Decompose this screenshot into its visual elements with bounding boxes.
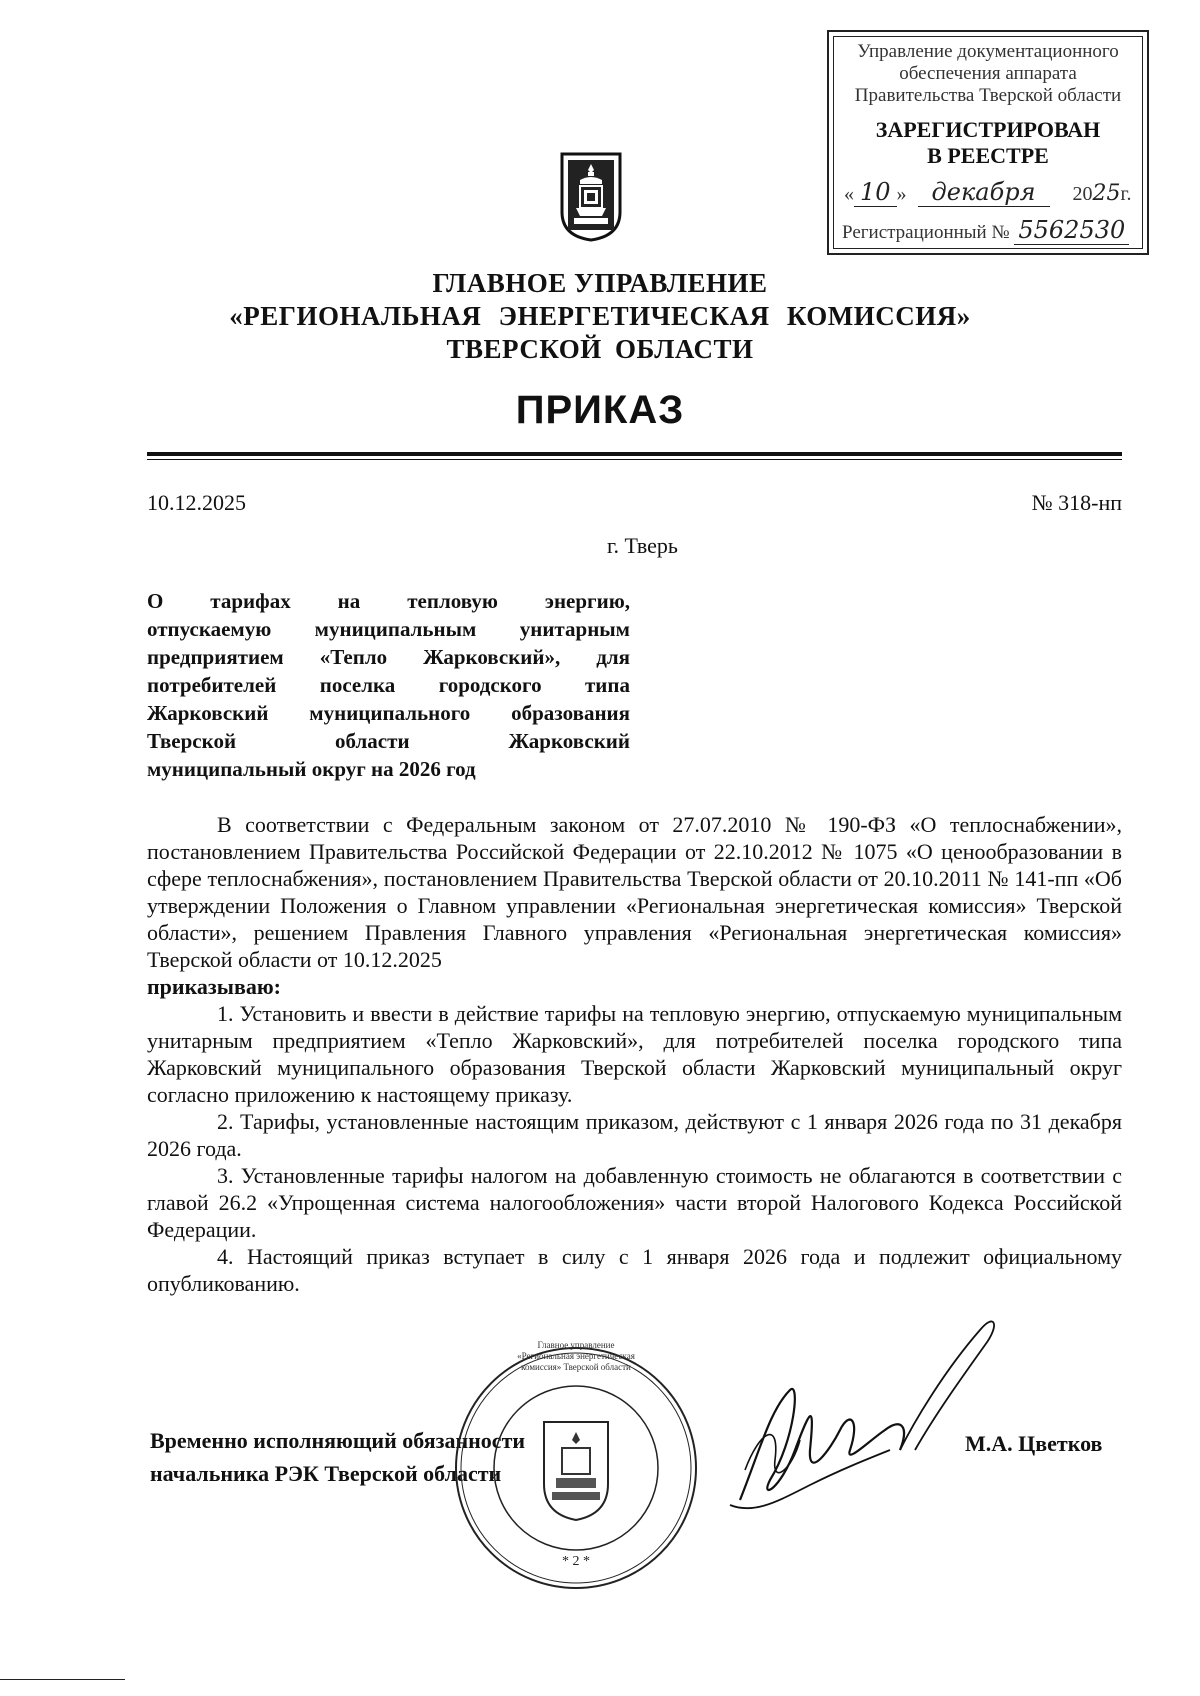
reg-number-value: 5562530: [1014, 216, 1129, 245]
reg-stamp-line1: Управление документационного: [857, 41, 1119, 62]
reg-stamp-date: « 10 » декабря 2025г.: [844, 178, 1132, 206]
reg-date-year-prefix: 20: [1072, 183, 1093, 205]
signatory-position-line1: Временно исполняющий обязанности: [150, 1428, 526, 1453]
org-name-line2: «РЕГИОНАЛЬНАЯ ЭНЕРГЕТИЧЕСКАЯ КОМИССИЯ»: [229, 301, 971, 331]
document-type-title: ПРИКАЗ: [515, 388, 685, 432]
reg-stamp-line2: обеспечения аппарата: [899, 63, 1077, 84]
signatory-position-line2: начальника РЭК Тверской области: [150, 1461, 502, 1486]
document-body: [147, 811, 1122, 1297]
reg-date-day: 10: [854, 178, 897, 207]
header-divider-thin: [147, 459, 1122, 460]
reg-date-month: декабря: [918, 178, 1050, 207]
seal-number: * 2 *: [562, 1554, 590, 1569]
document-city: г. Тверь: [607, 533, 678, 558]
official-seal: [452, 1340, 700, 1592]
org-name-line1: ГЛАВНОЕ УПРАВЛЕНИЕ: [432, 268, 768, 298]
reg-stamp-number: [834, 216, 1142, 244]
footer-line: [0, 1679, 125, 1680]
document-subject: [147, 587, 630, 783]
order-item-1: 1. Установить и ввести в действие тарифы на тепловую энергию, отпускаемую муниципальным унитарным предприятием «Тепло Жарковский», для потребителей поселка городского типа Жарковский муниципального образования Тверской области Жарковский муниципальный округ согласно приложению к настоящему приказу.: [147, 1001, 1122, 1107]
handwritten-signature: [700, 1300, 1030, 1550]
order-item-3: 3. Установленные тарифы налогом на добавленную стоимость не облагаются в соответствии с главой 26.2 «Упрощенная система налогообложения» части второй Налогового Кодекса Российской Федерации.: [147, 1163, 1122, 1242]
order-item-4: 4. Настоящий приказ вступает в силу с 1 января 2026 года и подлежит официальному опубликованию.: [147, 1244, 1122, 1296]
subject-line: предприятием «Тепло Жарковский», для: [147, 645, 630, 669]
reg-stamp-status1: ЗАРЕГИСТРИРОВАН: [875, 117, 1101, 142]
subject-line: Тверской области Жарковский: [147, 729, 630, 753]
org-name-line3: ТВЕРСКОЙ ОБЛАСТИ: [446, 334, 754, 364]
subject-line: муниципальный округ на 2026 год: [147, 757, 476, 781]
reg-stamp-line3: Правительства Тверской области: [854, 85, 1122, 106]
reg-number-label: Регистрационный №: [842, 222, 1010, 243]
reg-stamp-status2: В РЕЕСТРЕ: [927, 143, 1049, 168]
coat-of-arms-emblem: [558, 150, 624, 242]
order-word: приказываю:: [147, 974, 281, 999]
header-divider-thick: [147, 452, 1122, 456]
reg-date-year-unit: г.: [1120, 183, 1132, 205]
subject-line: потребителей поселка городского типа: [147, 673, 630, 697]
subject-line: О тарифах на тепловую энергию,: [147, 589, 630, 613]
subject-line: отпускаемую муниципальным унитарным: [147, 617, 630, 641]
preamble-paragraph: В соответствии с Федеральным законом от 27.07.2010 № 190-ФЗ «О теплоснабжении», постановлением Правительства Российской Федерации от 22.10.2012 № 1075 «О ценообразовании в сфере теплоснабжения», постановлением Правительства Тверской области от 20.10.2011 № 141-пп «Об утверждении Положения о Главном управлении «Региональная энергетическая комиссия» Тверской области», решением Правления Главного управления «Региональная энергетическая комиссия» Тверской области от 10.12.2025: [147, 812, 1122, 972]
registration-stamp: [827, 30, 1149, 255]
subject-line: Жарковский муниципального образования: [147, 701, 630, 725]
reg-date-year-suffix: 25: [1092, 181, 1121, 206]
document-number: № 318-нп: [1031, 490, 1122, 515]
signatory-name: М.А. Цветков: [965, 1431, 1103, 1456]
document-date: 10.12.2025: [147, 490, 246, 515]
order-item-2: 2. Тарифы, установленные настоящим приказом, действуют с 1 января 2026 года по 31 декабря 2026 года.: [147, 1109, 1122, 1161]
seal-text: Главное управление «Региональная энергетическая комиссия» Тверской области: [517, 1340, 635, 1372]
